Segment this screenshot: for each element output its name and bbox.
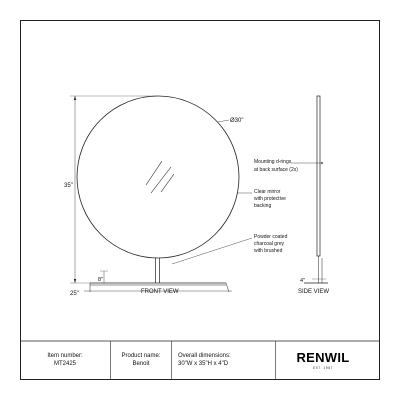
d-ring-icon xyxy=(321,162,323,164)
powder-callout-line3: with brushed xyxy=(254,248,283,254)
side-mirror-profile xyxy=(317,96,320,256)
powder-callout-line2: charcoal grey xyxy=(254,241,285,247)
front-view xyxy=(70,96,239,292)
callout-leaders xyxy=(172,163,322,264)
base-end xyxy=(226,283,229,292)
mirror-glare-line xyxy=(161,174,174,192)
side-view xyxy=(304,96,328,283)
diameter-label: Ø30" xyxy=(230,118,244,124)
base-width-label: 25" xyxy=(70,291,79,297)
powder-leader xyxy=(172,238,252,264)
front-view-label: FRONT VIEW xyxy=(141,289,179,295)
item-number-label: Item number: xyxy=(47,353,83,359)
mirror-glare-line xyxy=(151,167,171,193)
height-dimension-label: 35" xyxy=(64,183,73,189)
product-name-value: Benoit xyxy=(132,361,150,367)
mounting-callout-line2: at back surface (2x) xyxy=(254,167,298,173)
diameter-leader xyxy=(218,120,229,122)
item-number-value: MT2425 xyxy=(53,361,77,367)
mirror-callout-line1: Clear mirror xyxy=(254,189,281,195)
side-depth-label: 4" xyxy=(300,278,306,284)
overall-dimensions-value: 30"W x 35"H x 4"D xyxy=(178,361,229,367)
side-view-label: SIDE VIEW xyxy=(298,289,330,295)
stand-height-label: 8" xyxy=(98,277,104,283)
mirror-callout-line3: backing xyxy=(254,203,272,209)
mounting-callout-line1: Mounting d-rings xyxy=(254,159,292,165)
overall-dimensions-label: Overall dimensions: xyxy=(178,353,231,359)
brand-logo: RENWIL xyxy=(296,350,350,365)
dimension-arrow xyxy=(74,279,76,283)
mirror-circle xyxy=(77,96,239,258)
sheet-border xyxy=(21,21,380,380)
brand-established: EST. 1987 xyxy=(312,366,334,370)
powder-callout-line1: Powder coated xyxy=(254,234,288,240)
product-name-label: Product name: xyxy=(121,353,161,359)
mirror-callout-line2: with protective xyxy=(254,196,286,202)
dimension-arrow xyxy=(74,96,76,100)
